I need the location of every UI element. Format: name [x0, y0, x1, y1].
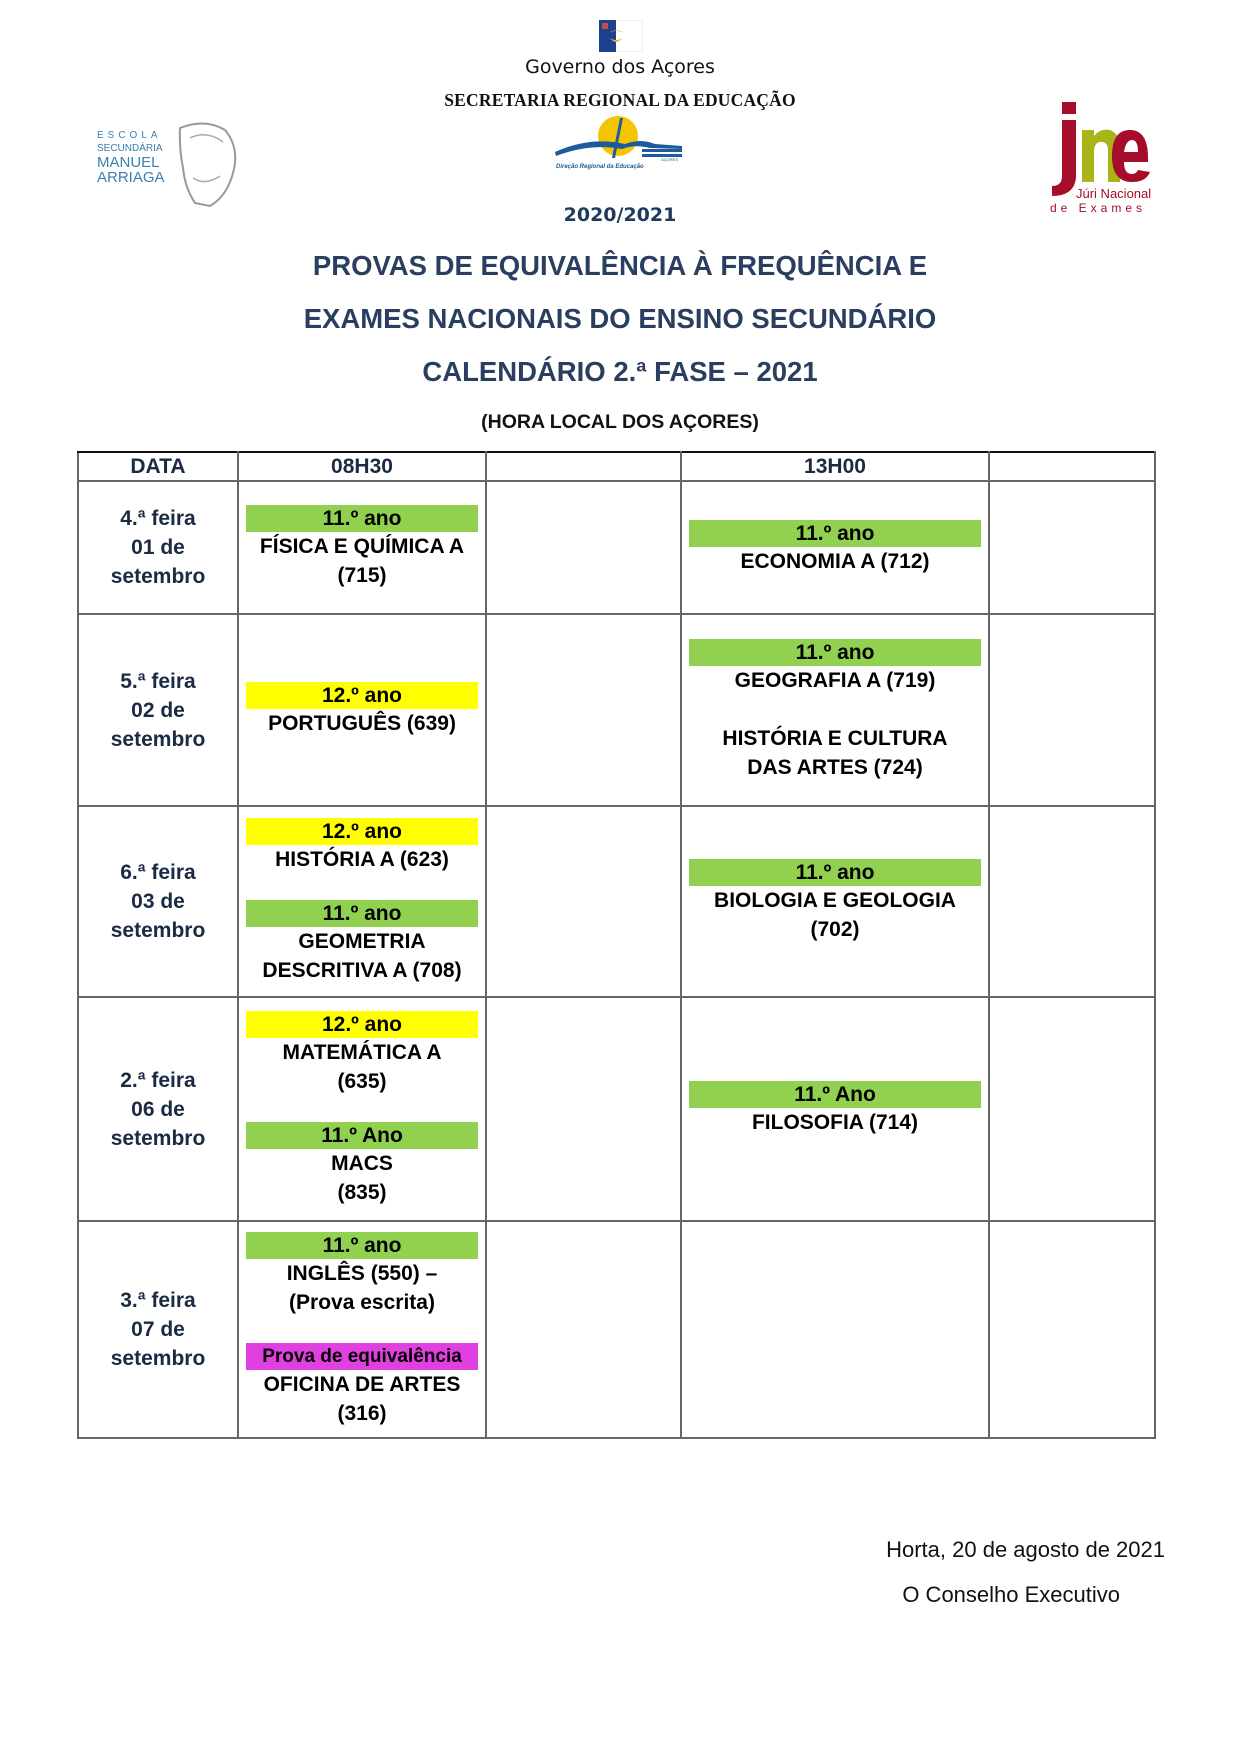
exam-subject: PORTUGUÊS (639) [268, 712, 456, 735]
table-row [78, 806, 1155, 997]
date-line: 06 de [131, 1097, 185, 1121]
header-empty-1 [486, 452, 681, 481]
exam-subject: MACS [331, 1152, 393, 1175]
exam-subject: ECONOMIA A (712) [740, 549, 930, 573]
escola-logo-line4: ARRIAGA [97, 169, 165, 186]
exam-subject: GEOMETRIA [298, 930, 426, 953]
date-line: setembro [110, 727, 206, 751]
morning-cell [238, 806, 486, 997]
morning-cell [238, 1221, 486, 1438]
school-year: 2020/2021 [563, 204, 677, 226]
exam-subject: (835) [337, 1181, 387, 1204]
exam-entry [689, 1081, 981, 1137]
grade-badge: 11.º Ano [689, 1081, 981, 1108]
dre-logo-sub: AÇORES [661, 157, 678, 162]
date-cell [78, 614, 238, 806]
exam-entry [689, 859, 981, 944]
exam-subject: GEOGRAFIA A (719) [734, 668, 936, 692]
dre-logo-text: Direção Regional da Educação [556, 164, 644, 170]
exam-subject: HISTÓRIA E CULTURA [722, 726, 948, 750]
exam-entry [246, 1343, 478, 1428]
empty-cell [989, 614, 1155, 806]
date-line: setembro [110, 565, 206, 588]
exam-entry [246, 818, 478, 874]
grade-badge: 12.º ano [246, 1011, 478, 1038]
dre-logo [550, 116, 690, 170]
escola-logo-line1: ESCOLA [97, 130, 162, 141]
table-row [78, 481, 1155, 614]
grade-badge: 11.º ano [689, 520, 981, 547]
empty-cell [486, 614, 681, 806]
secretariat-name: SECRETARIA REGIONAL DA EDUCAÇÃO [444, 90, 796, 110]
date-line: setembro [110, 919, 206, 942]
morning-cell [238, 614, 486, 806]
date-line: 07 de [131, 1318, 185, 1341]
grade-badge: 11.º ano [246, 900, 478, 927]
date-line: 03 de [131, 890, 185, 913]
grade-badge: 11.º ano [689, 859, 981, 886]
empty-cell [989, 997, 1155, 1221]
exam-subject: DESCRITIVA A (708) [262, 959, 462, 982]
exam-subject: MATEMÁTICA A [282, 1041, 442, 1064]
grade-badge: 11.º ano [246, 1232, 478, 1259]
exam-subject: DAS ARTES (724) [747, 755, 923, 779]
header-afternoon: 13H00 [681, 452, 989, 481]
date-line: 02 de [131, 698, 185, 722]
equivalence-badge: Prova de equivalência [246, 1343, 478, 1370]
exam-subject: (715) [337, 564, 387, 587]
spacer [239, 1096, 485, 1122]
escola-manuel-arriaga-logo [95, 118, 240, 210]
header-date: DATA [78, 452, 238, 481]
grade-badge: 11.º Ano [246, 1122, 478, 1149]
exam-subject: OFICINA DE ARTES [263, 1372, 461, 1396]
exam-entry [689, 520, 981, 576]
exam-subject [689, 695, 981, 724]
empty-cell [989, 481, 1155, 614]
date-line: 2.ª feira [120, 1068, 196, 1092]
exam-subject: FÍSICA E QUÍMICA A [259, 535, 465, 558]
date-line: 5.ª feira [120, 669, 196, 693]
exam-entry [246, 1122, 478, 1207]
exam-subject: (702) [810, 918, 860, 941]
title-line-2: EXAMES NACIONAIS DO ENSINO SECUNDÁRIO [303, 303, 937, 334]
empty-cell [486, 1221, 681, 1438]
azores-flag-logo [599, 20, 643, 52]
date-cell [78, 806, 238, 997]
exam-entry [246, 1011, 478, 1096]
signature: O Conselho Executivo [902, 1582, 1120, 1607]
empty-cell [486, 481, 681, 614]
title-line-1: PROVAS DE EQUIVALÊNCIA À FREQUÊNCIA E [312, 250, 928, 281]
table-header-row [78, 452, 1155, 481]
exam-entry [246, 505, 478, 590]
exam-subject: BIOLOGIA E GEOLOGIA [714, 889, 956, 912]
empty-cell [989, 1221, 1155, 1438]
exam-entry [246, 900, 478, 985]
grade-badge: 11.º ano [246, 505, 478, 532]
exam-subject: (Prova escrita) [289, 1290, 435, 1314]
date-cell [78, 1221, 238, 1438]
afternoon-cell [681, 806, 989, 997]
date-cell [78, 997, 238, 1221]
afternoon-cell [681, 614, 989, 806]
exam-entry [246, 1232, 478, 1317]
exam-entry [246, 682, 478, 738]
place-date: Horta, 20 de agosto de 2021 [886, 1537, 1165, 1562]
date-line: 01 de [131, 536, 185, 559]
spacer [239, 874, 485, 900]
morning-cell [238, 481, 486, 614]
exam-subject: INGLÊS (550) – [286, 1261, 438, 1285]
date-line: setembro [110, 1126, 206, 1150]
date-line: 4.ª feira [120, 507, 196, 530]
escola-logo-line2: SECUNDÁRIA [97, 143, 163, 154]
date-line: 3.ª feira [120, 1289, 196, 1312]
date-line: setembro [110, 1347, 206, 1370]
jne-logo-line2: de Exames [1050, 201, 1147, 215]
grade-badge: 12.º ano [246, 818, 478, 845]
jne-logo-line1: Júri Nacional [1076, 186, 1152, 201]
afternoon-cell [681, 1221, 989, 1438]
table-row [78, 997, 1155, 1221]
escola-logo-line3: MANUEL [97, 154, 160, 171]
empty-cell [486, 806, 681, 997]
exam-subject: (635) [337, 1070, 387, 1093]
grade-badge: 12.º ano [246, 682, 478, 709]
exam-subject: FILOSOFIA (714) [751, 1111, 919, 1134]
date-line: 6.ª feira [120, 861, 196, 884]
afternoon-cell [681, 481, 989, 614]
grade-badge: 11.º ano [689, 639, 981, 666]
exam-calendar-table [77, 451, 1156, 1439]
exam-subject: HISTÓRIA A (623) [275, 848, 449, 871]
subtitle: (HORA LOCAL DOS AÇORES) [481, 411, 759, 433]
date-cell [78, 481, 238, 614]
spacer [239, 1317, 485, 1343]
header-empty-2 [989, 452, 1155, 481]
exam-subject: (316) [337, 1401, 387, 1425]
jne-logo [1048, 98, 1173, 216]
exam-entry [689, 639, 981, 782]
government-name: Governo dos Açores [525, 56, 715, 78]
table-row [78, 1221, 1155, 1438]
afternoon-cell [681, 997, 989, 1221]
table-row [78, 614, 1155, 806]
morning-cell [238, 997, 486, 1221]
empty-cell [989, 806, 1155, 997]
title-line-3: CALENDÁRIO 2.ª FASE – 2021 [422, 356, 818, 387]
empty-cell [486, 997, 681, 1221]
header-morning: 08H30 [238, 452, 486, 481]
